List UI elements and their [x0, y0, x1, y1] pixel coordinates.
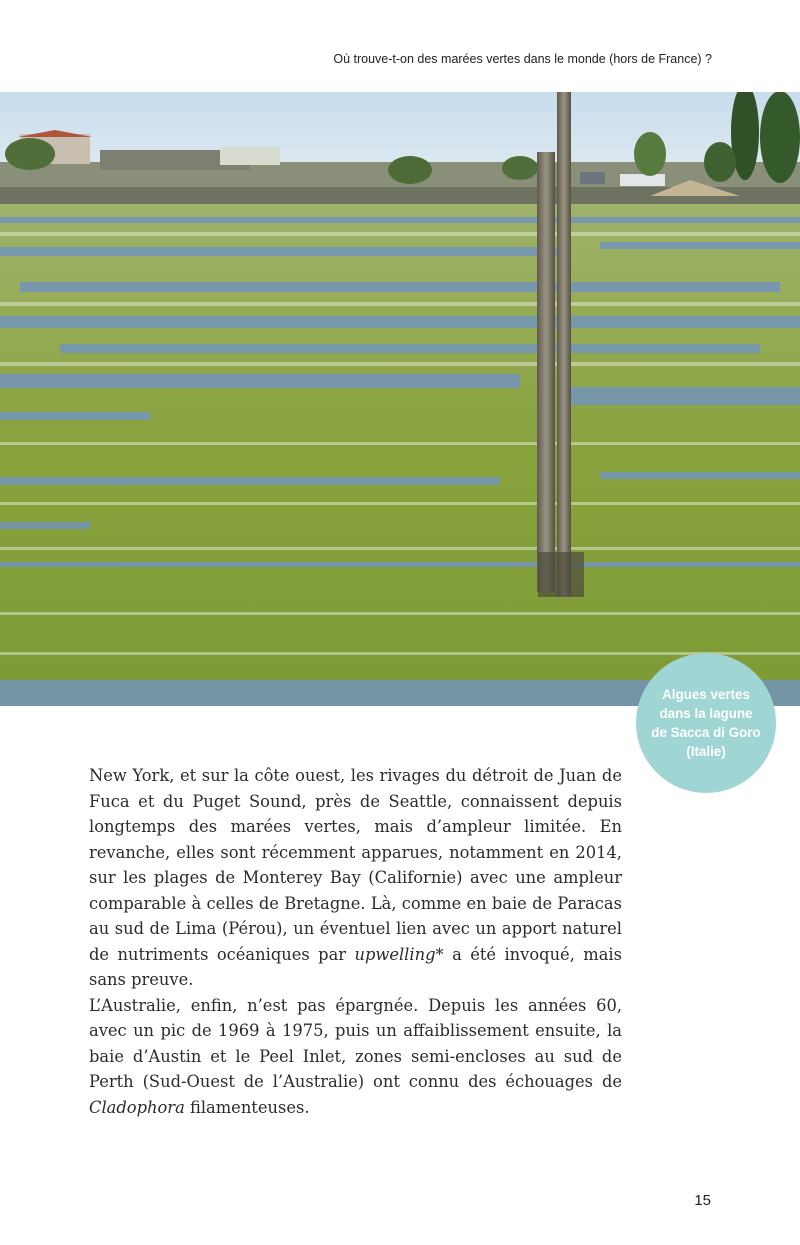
paragraph — [89, 763, 622, 993]
running-head: Où trouve-t-on des marées vertes dans le monde (hors de France) ? — [333, 52, 712, 66]
lagoon-photo — [0, 92, 800, 706]
paragraph — [89, 993, 622, 1121]
page-number: 15 — [694, 1192, 711, 1209]
text-run: L’Australie, enfin, n’est pas épargnée. Depuis les années 60, avec un pic de 1969 à 1975, puis un affaiblissement ensuite, la baie d’Austin et le Peel Inlet, zones semi-encloses au sud de Perth (Sud-Ouest de l’Australie) ont connu des échouages de — [89, 995, 622, 1091]
caption-line: Algues vertes — [662, 687, 750, 702]
text-run: New York, et sur la côte ouest, les rivages du détroit de Juan de Fuca et du Puget Sound, près de Seattle, connaissent depuis longtemps des marées vertes, mais d’ampleur limitée. En revanche, elles sont récemment apparues, notamment en 2014, sur les plages de Monterey Bay (Californie) avec une ampleur comparable à celles de Bretagne. Là, comme en baie de Paracas au sud de Lima (Pérou), un éventuel lien avec un apport naturel de nutriments océaniques par — [89, 766, 622, 964]
italic-term: Cladophora — [89, 1097, 185, 1117]
caption-line: dans la lagune — [659, 706, 753, 721]
italic-term: upwelling — [354, 944, 436, 964]
photo-caption — [636, 653, 776, 793]
text-run: filamenteuses. — [184, 1097, 310, 1117]
body-text — [89, 763, 622, 1120]
caption-line: (Italie) — [686, 744, 726, 759]
caption-line: de Sacca di Goro — [651, 725, 761, 740]
text-run: * a été invoqué, mais sans preuve. — [89, 944, 622, 989]
